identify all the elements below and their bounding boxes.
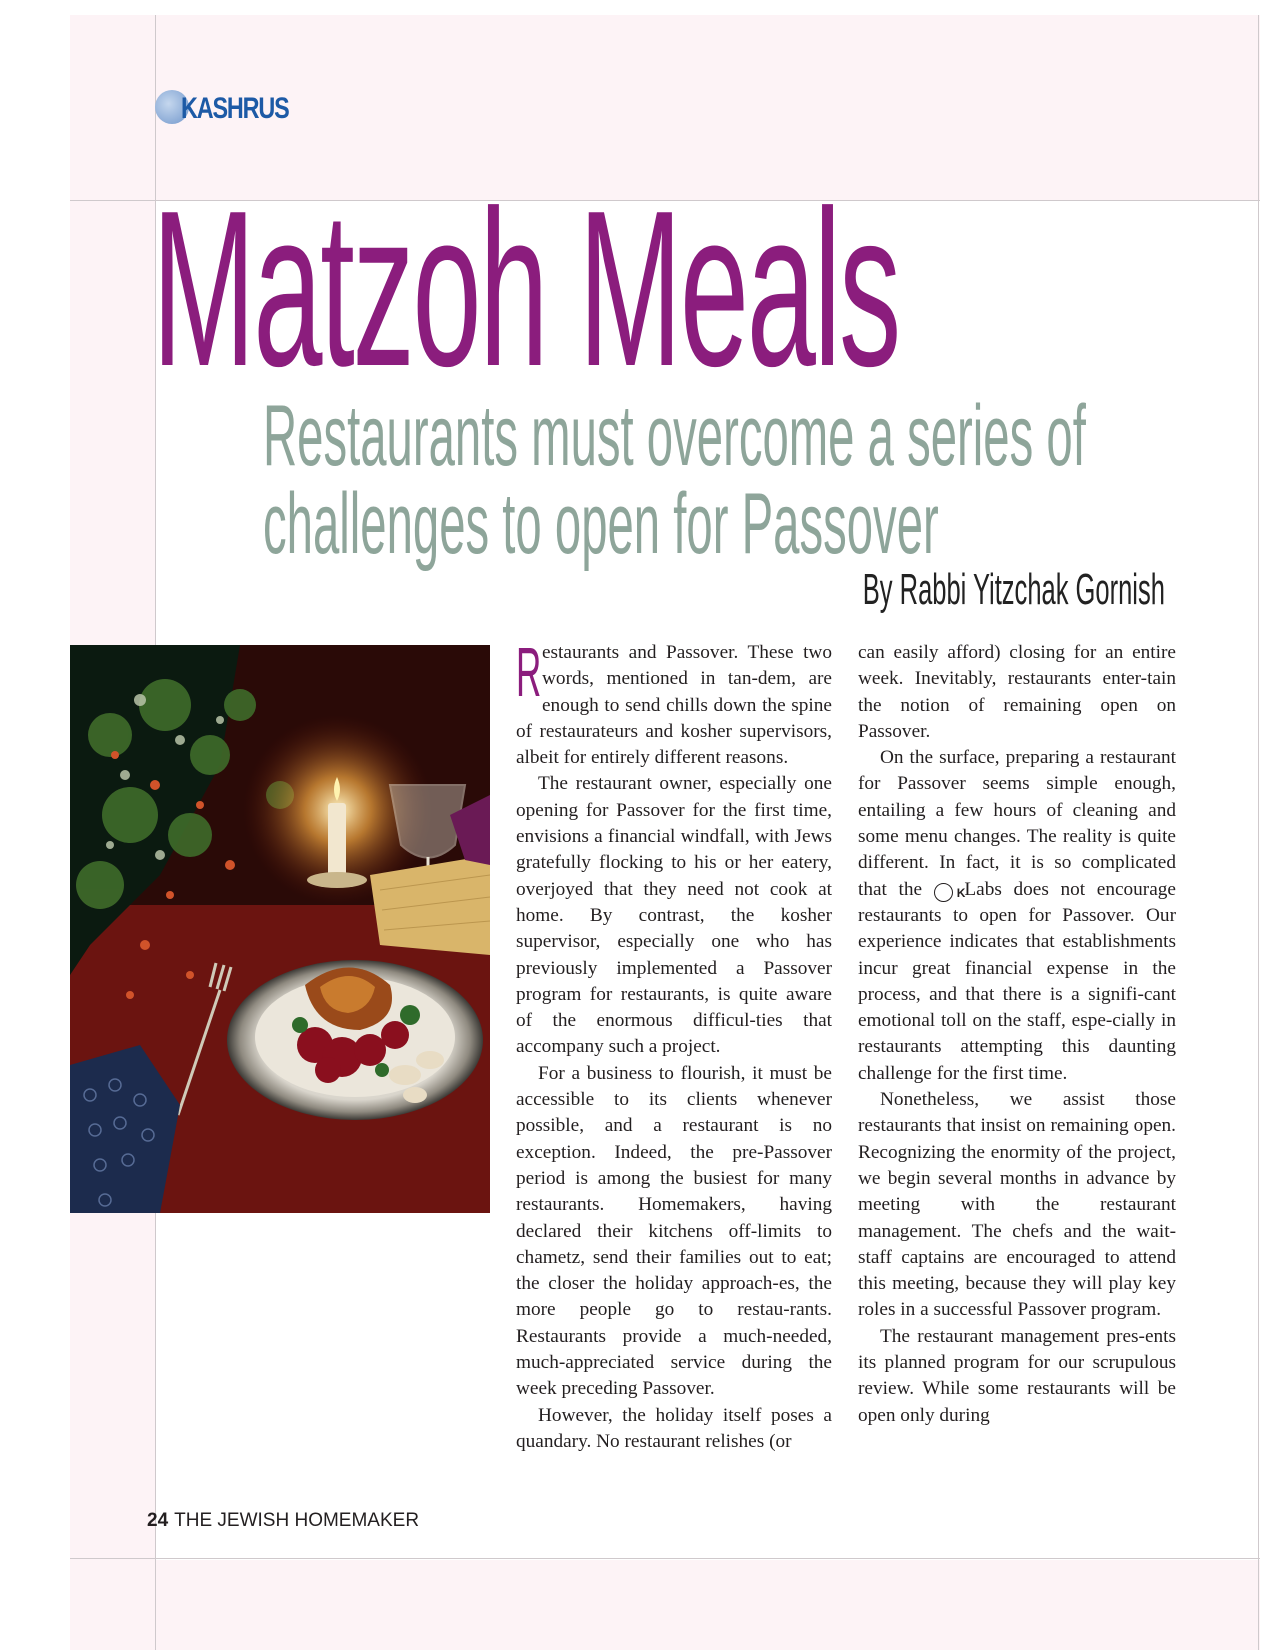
body-column-2 <box>858 640 1176 1429</box>
food-photo-illustration <box>70 645 490 1213</box>
drop-cap: R <box>516 633 542 711</box>
page-footer <box>147 1510 419 1532</box>
footer-rule <box>70 1558 1260 1559</box>
kosher-k-icon: K <box>934 883 953 902</box>
margin-rule-right <box>1258 15 1259 1650</box>
article-subhead <box>263 388 1086 572</box>
section-badge <box>155 88 305 128</box>
article-headline: Matzoh Meals <box>152 165 899 413</box>
page-number: 24 <box>147 1510 169 1531</box>
paragraph-6-text-a: On the surface, preparing a restaurant for Passover seems simple enough, entailing a few hours of cleaning and some menu changes. The reality is quite different. In fact, it is so complicated that the <box>858 747 1176 900</box>
article-byline: By Rabbi Yitzchak Gornish <box>862 565 1165 614</box>
paragraph-6-text-b: Labs does not encourage restaurants to open for Passover. Our experience indicates that establishments incur great financial expense in the process, and that there is a signifi-cant emotional toll on the staff, espe-cially in restaurants attempting this daunting challenge for the first time. <box>858 878 1176 1084</box>
publication-name: THE JEWISH HOMEMAKER <box>174 1510 420 1531</box>
paragraph-6 <box>858 745 1176 1087</box>
paragraph-4: However, the holiday itself poses a quandary. No restaurant relishes (or <box>516 1404 832 1452</box>
article-photo <box>70 645 490 1213</box>
paragraph-intro <box>516 633 832 771</box>
paragraph-3: For a business to flourish, it must be accessible to its clients whenever possible, and a restaurant is no exception. Indeed, the pre-Passover period is among the busiest for many restaurants. Homemakers, having declared their kitchens off-limits to chametz, send their families out to eat; the closer the holiday approach-es, the more people go to restau-rants. Restaurants provide a much-needed, much-appreciated service during the week preceding Passover. <box>516 1062 832 1400</box>
paragraph-1-text: estaurants and Passover. These two words, mentioned in tan-dem, are enough to send chills down the spine of restaurateurs and kosher supervisors, albeit for entirely different reasons. <box>516 642 832 769</box>
subhead-line-2: challenges to open for Passover <box>263 476 939 572</box>
paragraph-5: can easily afford) closing for an entire week. Inevitably, restaurants enter-tain the notion of remaining open on Passover. <box>858 642 1176 742</box>
subhead-line-1: Restaurants must overcome a series of <box>263 388 1086 484</box>
paragraph-8: The restaurant management pres-ents its planned program for our scrupulous review. While some restaurants will be open only during <box>858 1325 1176 1426</box>
body-column-1 <box>516 633 832 1455</box>
paragraph-2: The restaurant owner, especially one opening for Passover for the first time, envisions a financial windfall, with Jews gratefully flocking to his or her eatery, overjoyed that they need not cook at home. By contrast, the kosher supervisor, especially one who has previously implemented a Passover program for restaurants, is quite aware of the enormous difficul-ties that accompany such a project. <box>516 773 832 1058</box>
section-label: KASHRUS <box>181 92 289 125</box>
paragraph-7: Nonetheless, we assist those restaurants that insist on remaining open. Recognizing the enormity of the project, we begin several months in advance by meeting with the restaurant management. The chefs and the wait-staff captains are encouraged to attend this meeting, because they will play key roles in a successful Passover program. <box>858 1089 1176 1321</box>
